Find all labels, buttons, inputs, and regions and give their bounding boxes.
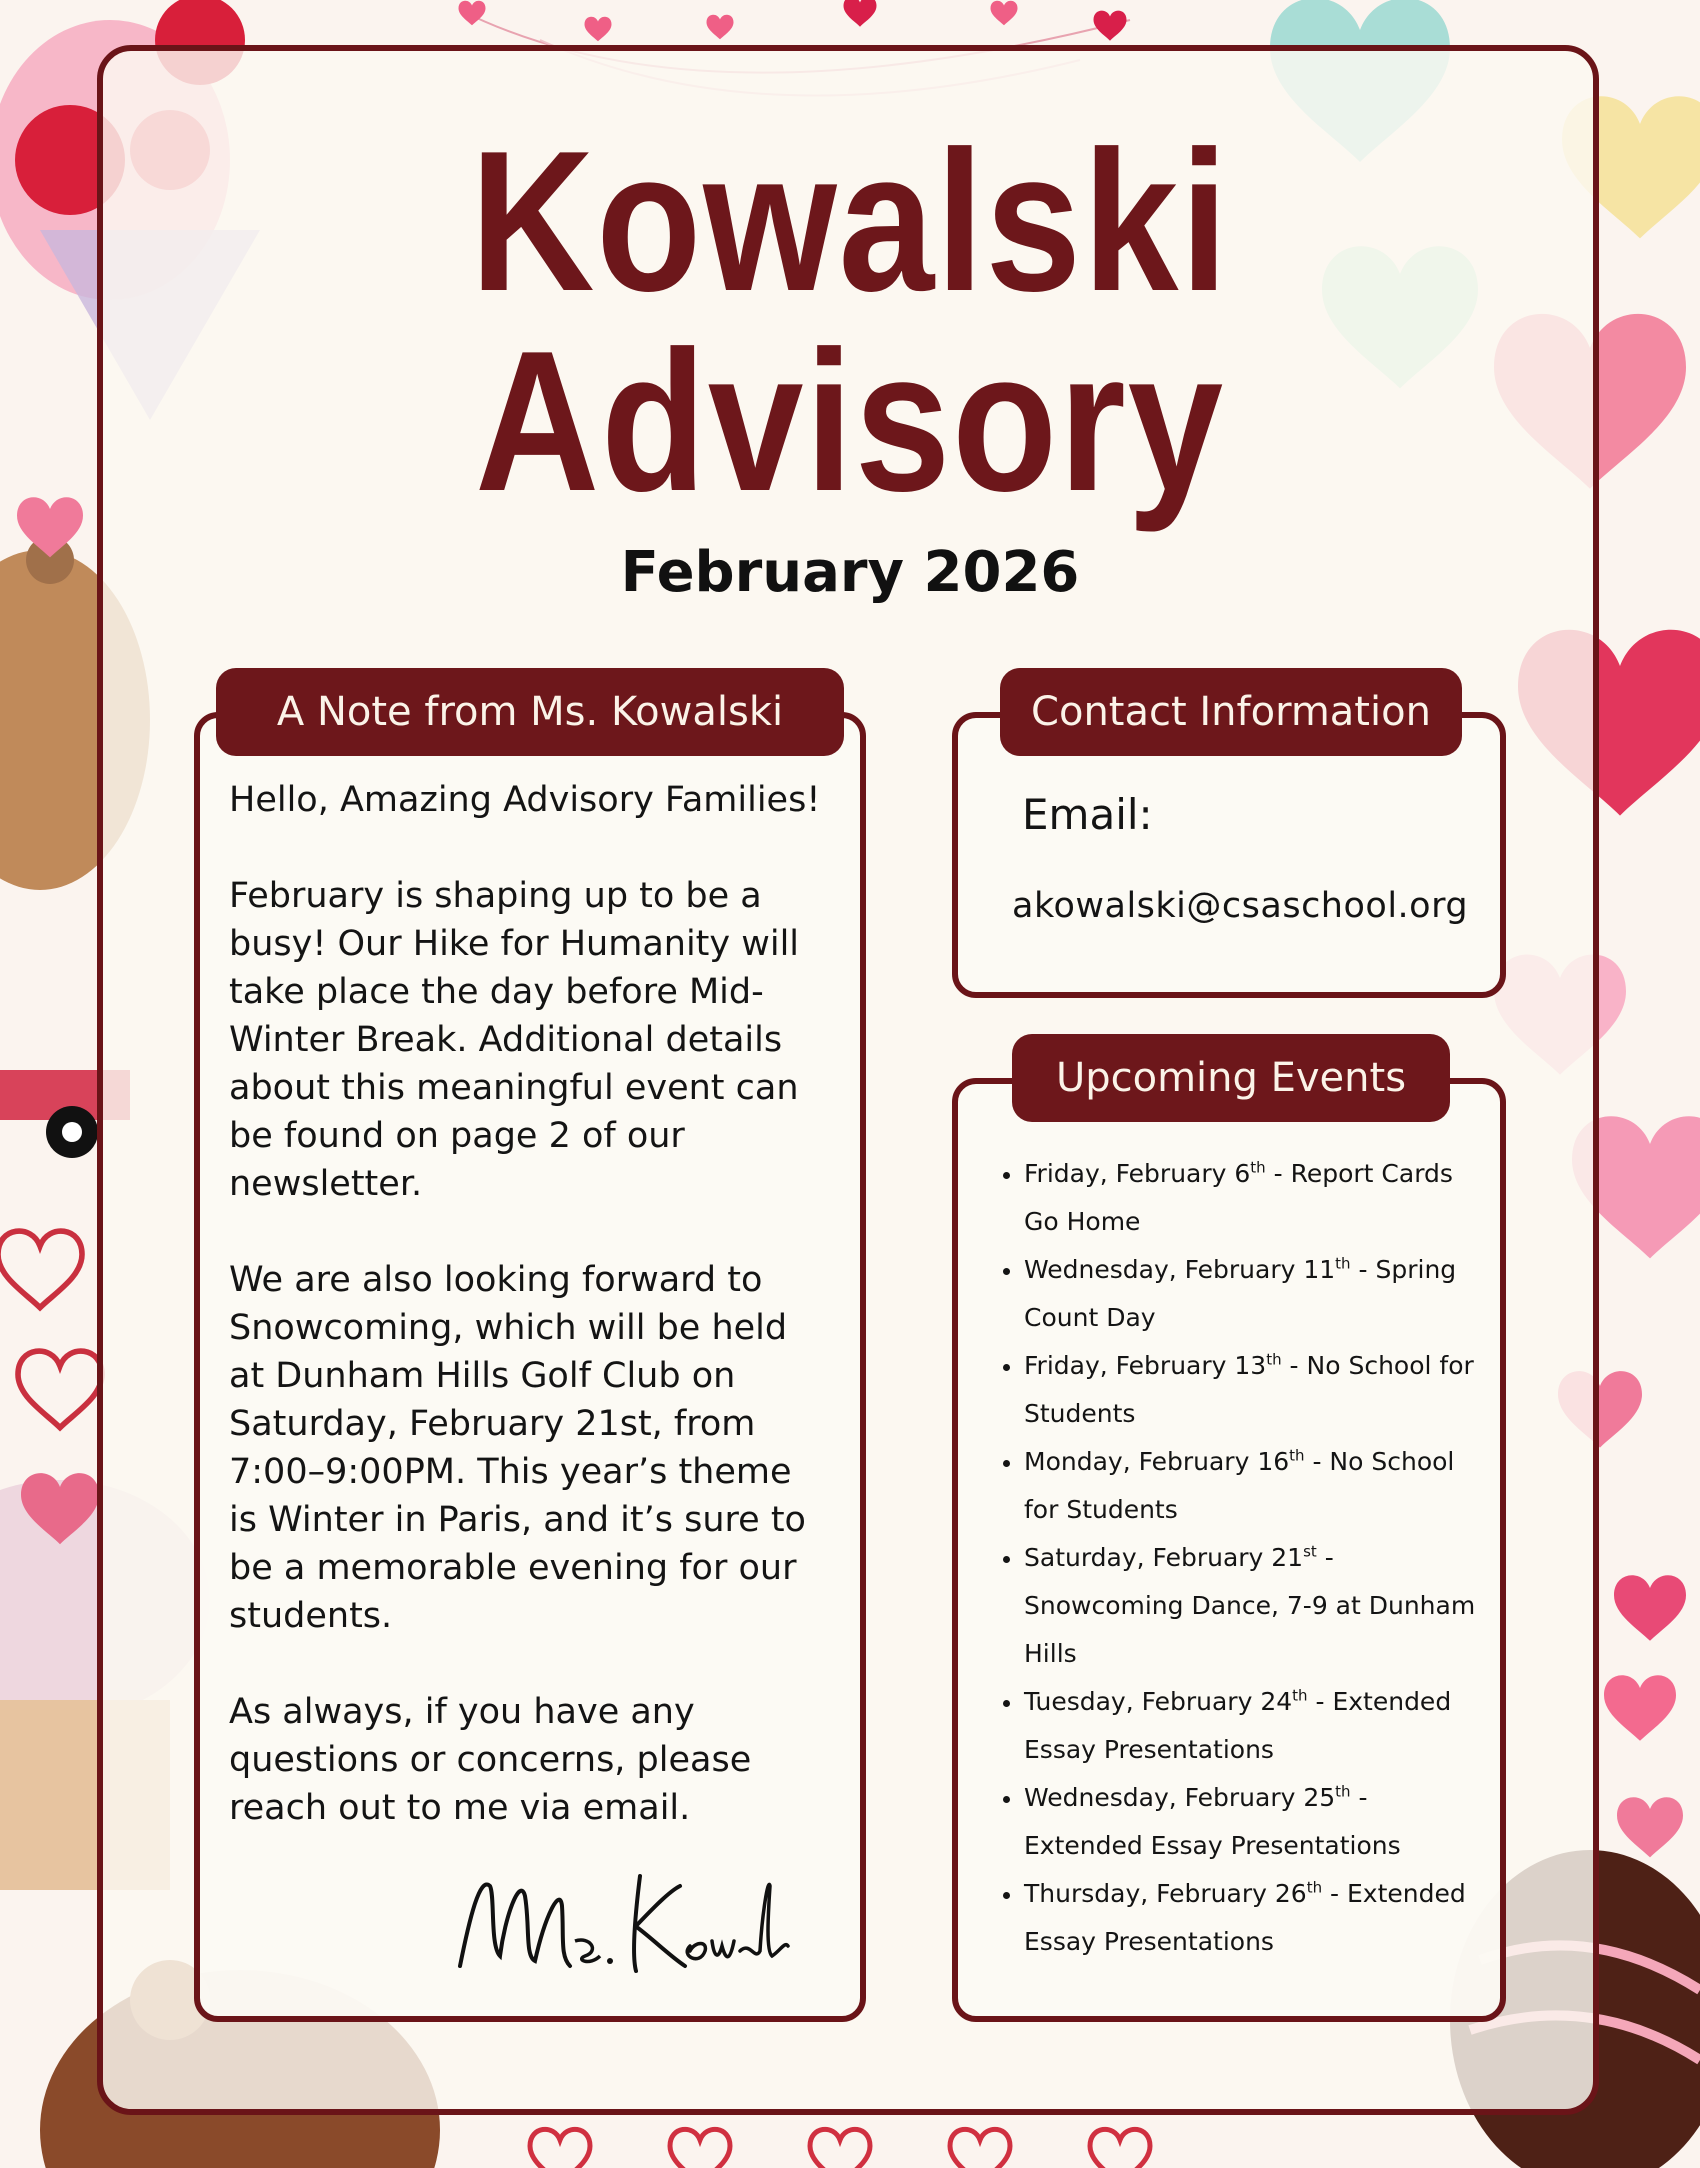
email-link[interactable]: akowalski@csaschool.org [1012,886,1469,926]
event-item: • Wednesday, February 25th - Extended Essay Presentations [1024,1774,1494,1870]
event-item: • Wednesday, February 11th - Spring Count Day [1024,1246,1494,1342]
events-list [1000,1150,1494,1966]
note-greeting: Hello, Amazing Advisory Families! [229,780,821,820]
events-header: Upcoming Events [1012,1034,1450,1122]
event-item: • Friday, February 6th - Report Cards Go Home [1024,1150,1494,1246]
event-item: • Tuesday, February 24th - Extended Essay Presentations [1024,1678,1494,1774]
email-label: Email: [1022,790,1153,839]
note-body [229,776,829,1832]
event-item: • Monday, February 16th - No School for Students [1024,1438,1494,1534]
scribble-hearts-icon [0,1231,102,1428]
newsletter-date: February 2026 [620,540,1080,605]
event-item: • Thursday, February 26th - Extended Essay Presentations [1024,1870,1494,1966]
contact-header: Contact Information [1000,668,1462,756]
event-item: • Saturday, February 21st - Snowcoming Dance, 7-9 at Dunham Hills [1024,1534,1494,1678]
note-paragraph-1: February is shaping up to be a busy! Our Hike for Humanity will take place the day before Mid-Winter Break. Additional details about this meaningful event can be found on page 2 of our newsletter. [229,876,800,1204]
garland-hearts-icon [459,0,1127,41]
event-item: • Friday, February 13th - No School for Students [1024,1342,1494,1438]
note-paragraph-3: As always, if you have any questions or concerns, please reach out to me via email. [229,1692,752,1828]
bottom-hearts-icon [530,2129,1150,2168]
title-line-2: Advisory [475,310,1225,533]
note-header: A Note from Ms. Kowalski [216,668,844,756]
signature-image [450,1856,790,1986]
title-line-1: Kowalski [470,110,1230,333]
note-paragraph-2: We are also looking forward to Snowcoming, which will be held at Dunham Hills Golf Club on Saturday, February 21st, from 7:00–9:00PM. This year’s theme is Winter in Paris, and it’s sure to be a memorable evening for our students. [229,1260,806,1636]
